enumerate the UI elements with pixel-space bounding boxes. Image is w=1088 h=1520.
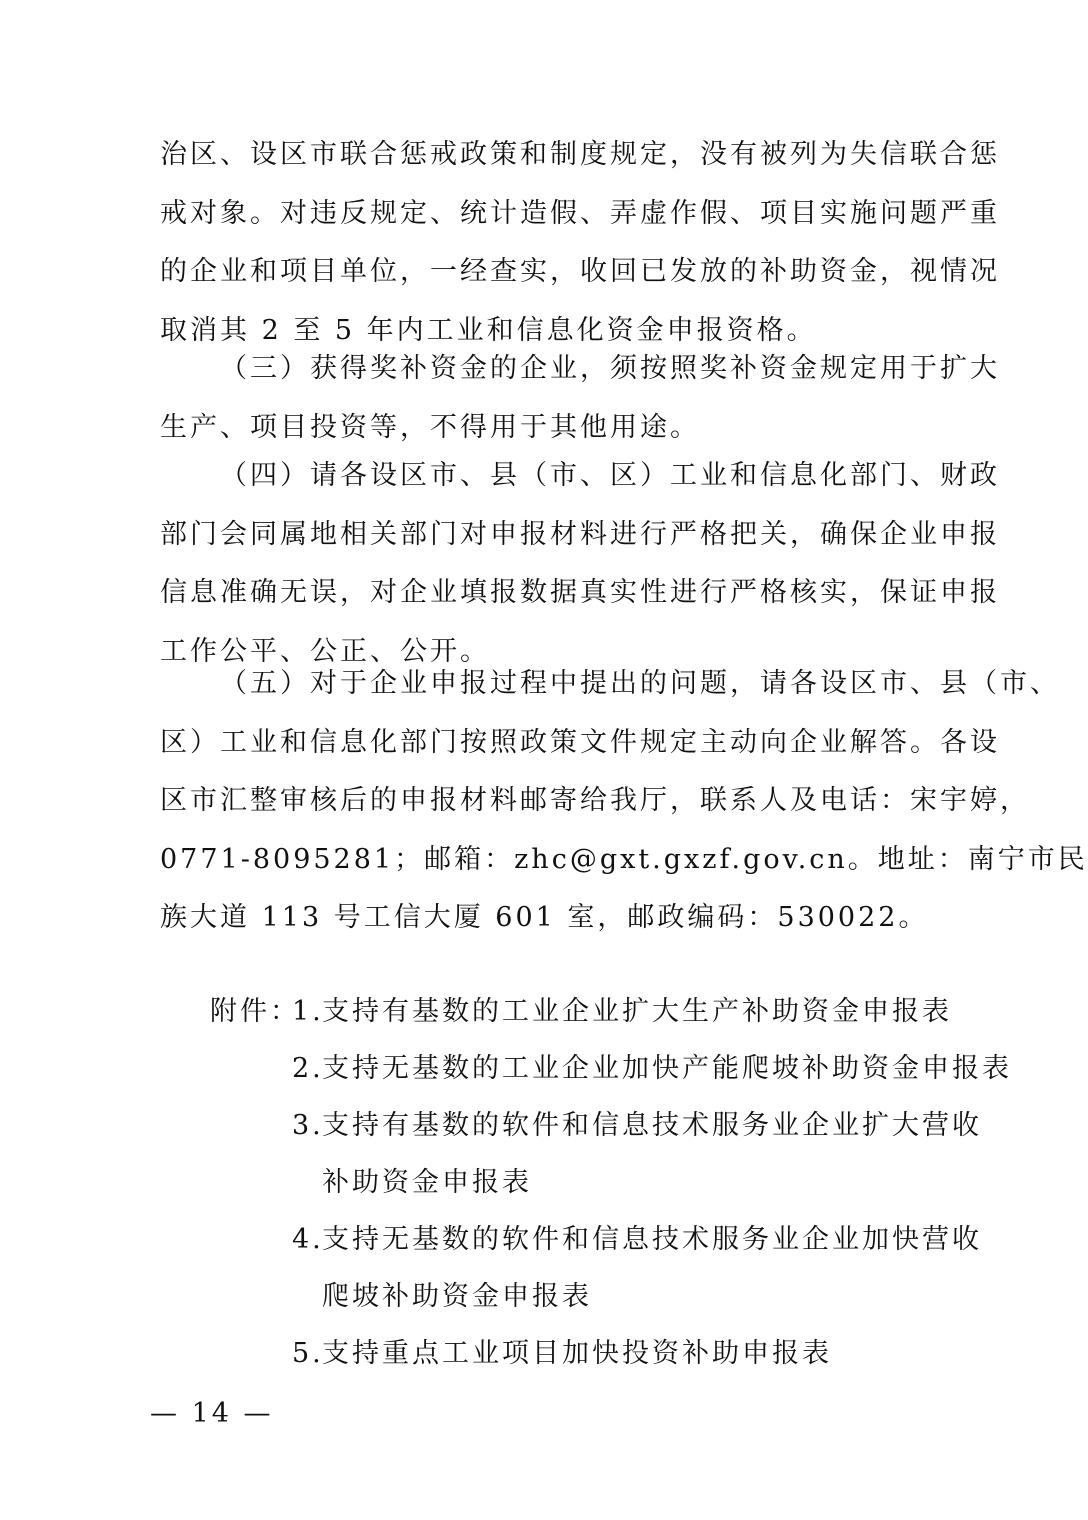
list-item — [160, 983, 952, 1040]
list-item — [160, 1040, 1012, 1097]
attachment-number: 5. — [292, 1338, 324, 1369]
paragraph-item-3 — [160, 340, 1000, 457]
text-line: 区市汇整审核后的申报材料邮寄给我厅，联系人及电话：宋宇婷， — [160, 785, 1030, 816]
text-line: 区）工业和信息化部门按照政策文件规定主动向企业解答。各设 — [160, 726, 1000, 758]
text-line: 戒对象。对违反规定、统计造假、弄虚作假、项目实施问题严重 — [160, 197, 1000, 229]
list-item — [160, 1325, 940, 1382]
attachment-title: 支持有基数的工业企业扩大生产补助资金申报表 — [322, 996, 952, 1027]
text-line: （三）获得奖补资金的企业，须按照奖补资金规定用于扩大 — [220, 353, 1000, 384]
list-item — [160, 1097, 982, 1154]
attachment-number: 1. — [292, 996, 324, 1027]
text-line: 信息准确无误，对企业填报数据真实性进行严格核实，保证申报 — [160, 577, 1000, 608]
text-line: 治区、设区市联合惩戒政策和制度规定，没有被列为失信联合惩 — [160, 139, 1000, 170]
attachment-title: 支持重点工业项目加快投资补助申报表 — [322, 1338, 832, 1369]
paragraph-continuation — [160, 126, 1000, 360]
paragraph-item-4 — [160, 447, 1000, 681]
text-line: 的企业和项目单位，一经查实，收回已发放的补助资金，视情况 — [160, 256, 1000, 287]
attachment-title: 补助资金申报表 — [322, 1167, 532, 1198]
attachment-number: 3. — [292, 1110, 324, 1141]
attachment-number: 2. — [292, 1053, 324, 1084]
text-line: 取消其 2 至 5 年内工业和信息化资金申报资格。 — [160, 314, 817, 346]
attachment-number: 4. — [292, 1224, 324, 1255]
attachment-title: 爬坡补助资金申报表 — [322, 1281, 592, 1312]
paragraph-item-5 — [160, 655, 1088, 948]
attachment-title: 支持无基数的工业企业加快产能爬坡补助资金申报表 — [322, 1053, 1012, 1084]
text-line: 0771-8095281；邮箱：zhc@gxt.gxzf.gov.cn。地址：南宁市民 — [160, 843, 1088, 875]
attachments-list — [160, 983, 1012, 1382]
text-line: 生产、项目投资等，不得用于其他用途。 — [160, 411, 700, 443]
text-line: （五）对于企业申报过程中提出的问题，请各设区市、县（市、 — [220, 668, 1060, 699]
attachment-title: 支持有基数的软件和信息技术服务业企业扩大营收 — [322, 1110, 982, 1141]
list-item — [160, 1211, 982, 1268]
text-line: （四）请各设区市、县（市、区）工业和信息化部门、财政 — [220, 460, 1000, 491]
text-line: 族大道 113 号工信大厦 601 室，邮政编码：530022。 — [160, 902, 929, 933]
list-item-continuation — [160, 1268, 940, 1325]
text-line: 部门会同属地相关部门对申报材料进行严格把关，确保企业申报 — [160, 518, 1000, 550]
list-item-continuation — [160, 1154, 940, 1211]
text-line: 工作公平、公正、公开。 — [160, 635, 490, 667]
attachment-title: 支持无基数的软件和信息技术服务业企业加快营收 — [322, 1224, 982, 1255]
page-number: — 14 — — [150, 1398, 274, 1429]
attachments-label: 附件： — [210, 996, 300, 1027]
